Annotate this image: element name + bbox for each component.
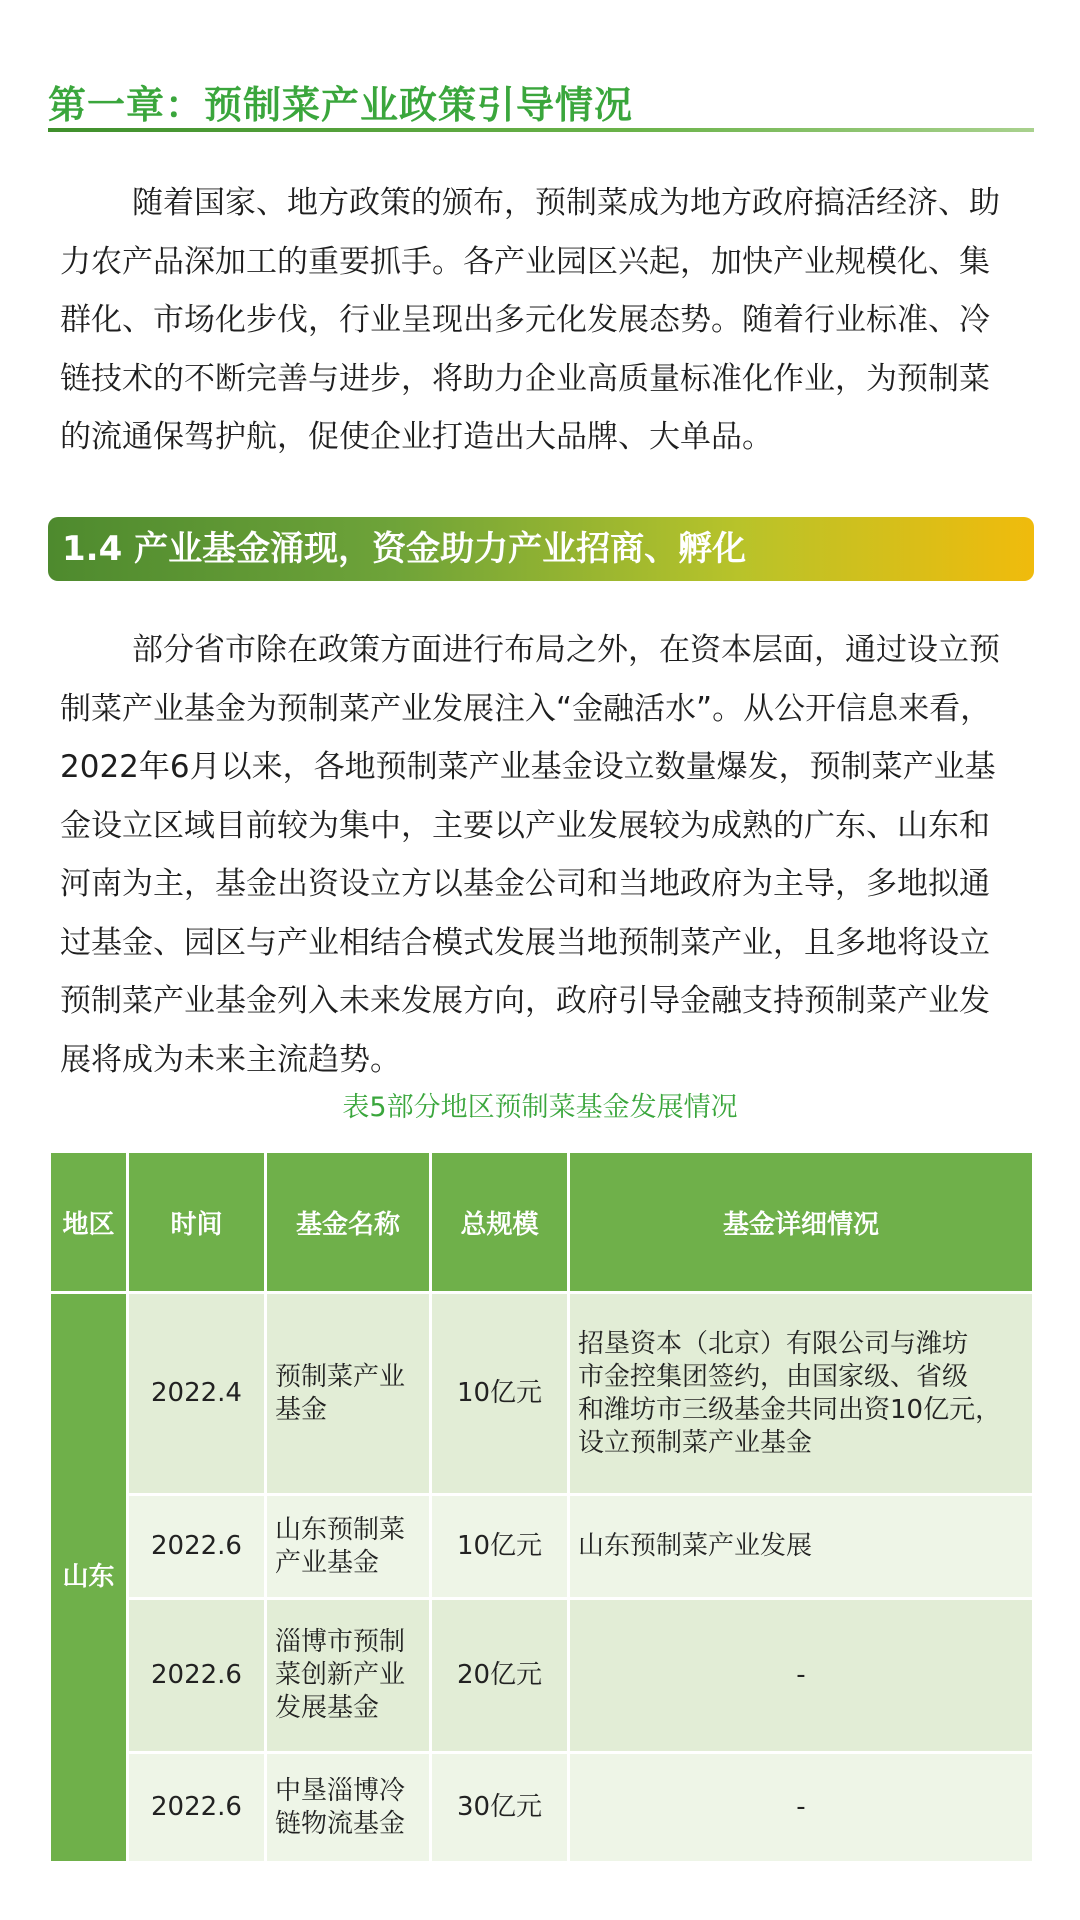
header-fund-name: 基金名称 <box>266 1152 431 1293</box>
section-heading-bar <box>48 517 1034 581</box>
detail-cell <box>569 1293 1034 1495</box>
paragraph-line: 金设立区域目前较为集中，主要以产业发展较为成熟的广东、山东和 <box>60 807 990 844</box>
scale-cell: 20亿元 <box>431 1599 569 1753</box>
fund-name-line: 基金 <box>275 1394 328 1425</box>
detail-cell: - <box>569 1599 1034 1753</box>
table-caption: 表5部分地区预制菜基金发展情况 <box>342 1092 738 1123</box>
paragraph-line: 链技术的不断完善与进步，将助力企业高质量标准化作业，为预制菜 <box>60 360 990 397</box>
paragraph-line: 2022年6月以来，各地预制菜产业基金设立数量爆发，预制菜产业基 <box>60 749 996 785</box>
section-title: 1.4 产业基金涌现，资金助力产业招商、孵化 <box>62 529 747 569</box>
table-row <box>50 1753 1034 1863</box>
body-paragraph <box>60 621 1050 1089</box>
fund-name-line: 山东预制菜 <box>275 1514 406 1545</box>
time-cell: 2022.6 <box>128 1753 266 1863</box>
scale-cell: 10亿元 <box>431 1495 569 1599</box>
detail-line: 市金控集团签约，由国家级、省级 <box>578 1361 969 1392</box>
scale-cell: 10亿元 <box>431 1293 569 1495</box>
paragraph-line: 部分省市除在政策方面进行布局之外，在资本层面，通过设立预 <box>132 632 1000 668</box>
paragraph-line: 群化、市场化步伐，行业呈现出多元化发展态势。随着行业标准、冷 <box>60 302 990 338</box>
fund-name-line: 产业基金 <box>275 1547 380 1578</box>
header-time: 时间 <box>128 1152 266 1293</box>
detail-line: 设立预制菜产业基金 <box>578 1427 813 1458</box>
header-detail: 基金详细情况 <box>569 1152 1034 1293</box>
fund-name-line: 链物流基金 <box>275 1808 406 1839</box>
paragraph-line: 过基金、园区与产业相结合模式发展当地预制菜产业，且多地将设立 <box>60 924 990 961</box>
fund-name-cell <box>266 1495 431 1599</box>
scale-cell: 30亿元 <box>431 1753 569 1863</box>
paragraph-line: 展将成为未来主流趋势。 <box>60 1041 401 1078</box>
fund-name-line: 菜创新产业 <box>275 1660 406 1690</box>
table-row <box>50 1599 1034 1753</box>
table-row <box>50 1495 1034 1599</box>
paragraph-line: 预制菜产业基金列入未来发展方向，政府引导金融支持预制菜产业发 <box>60 983 990 1019</box>
fund-name-cell <box>266 1293 431 1495</box>
time-cell: 2022.4 <box>128 1293 266 1495</box>
fund-name-line: 淄博市预制 <box>275 1627 406 1657</box>
fund-table <box>48 1150 1035 1864</box>
paragraph-line: 河南为主，基金出资设立方以基金公司和当地政府为主导，多地拟通 <box>60 866 990 902</box>
chapter-title-underline <box>48 128 1034 132</box>
time-cell: 2022.6 <box>128 1495 266 1599</box>
paragraph-line: 制菜产业基金为预制菜产业发展注入“金融活水”。从公开信息来看， <box>60 690 992 727</box>
detail-cell: 山东预制菜产业发展 <box>569 1495 1034 1599</box>
fund-name-line: 预制菜产业 <box>275 1361 406 1392</box>
header-region: 地区 <box>50 1152 128 1293</box>
chapter-title: 第一章：预制菜产业政策引导情况 <box>48 83 634 127</box>
region-cell: 山东 <box>50 1293 128 1863</box>
fund-name-cell <box>266 1599 431 1753</box>
fund-name-line: 发展基金 <box>275 1693 380 1723</box>
paragraph-line: 随着国家、地方政策的颁布，预制菜成为地方政府搞活经济、助 <box>132 185 1000 221</box>
detail-line: 和潍坊市三级基金共同出资10亿元， <box>578 1394 1002 1425</box>
detail-line: 招垦资本（北京）有限公司与潍坊 <box>578 1328 969 1359</box>
paragraph-line: 的流通保驾护航，促使企业打造出大品牌、大单品。 <box>60 419 773 455</box>
detail-cell: - <box>569 1753 1034 1863</box>
table-header-row <box>50 1152 1034 1293</box>
intro-paragraph <box>60 174 1050 467</box>
paragraph-line: 力农产品深加工的重要抓手。各产业园区兴起，加快产业规模化、集 <box>60 243 990 280</box>
time-cell: 2022.6 <box>128 1599 266 1753</box>
header-scale: 总规模 <box>431 1152 569 1293</box>
table-row <box>50 1293 1034 1495</box>
fund-name-line: 中垦淄博冷 <box>275 1775 406 1806</box>
fund-name-cell <box>266 1753 431 1863</box>
